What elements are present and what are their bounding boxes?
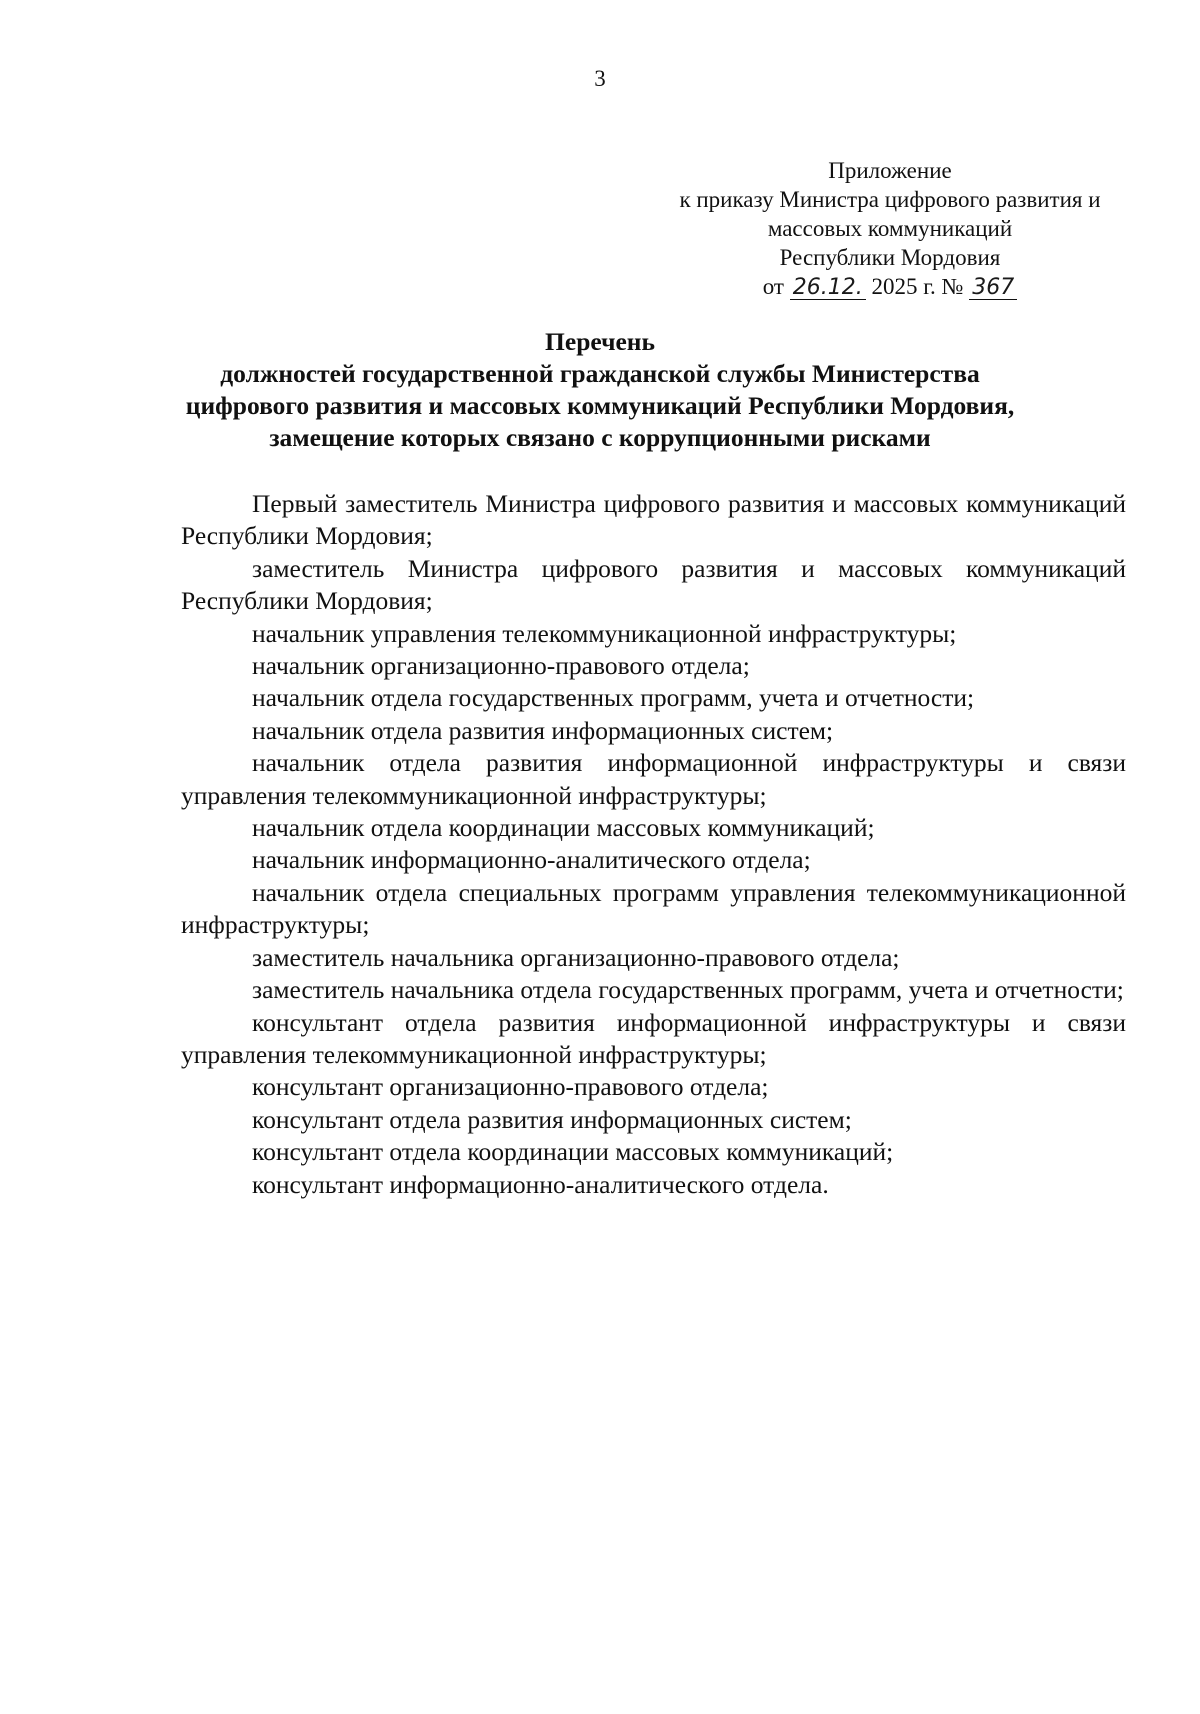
- list-item: консультант организационно-правового отдела;: [252, 1072, 769, 1102]
- title-heading: Перечень: [545, 327, 655, 356]
- list-item: начальник отдела развития информационных систем;: [252, 715, 834, 745]
- list-item: начальник управления телекоммуникационной инфраструктуры;: [252, 618, 957, 648]
- title-line-1: должностей государственной гражданской службы Министерства: [220, 359, 980, 388]
- list-item: начальник отдела координации массовых коммуникаций;: [252, 813, 875, 843]
- positions-list: [181, 488, 1126, 1201]
- list-item: консультант отдела развития информационных систем;: [252, 1104, 852, 1134]
- list-item: консультант отдела координации массовых коммуникаций;: [252, 1137, 894, 1167]
- list-item: начальник отдела специальных программ управления телекоммуникационной инфраструктуры;: [181, 877, 1126, 940]
- handwritten-date: 26.12.: [790, 277, 866, 300]
- title-line-3: замещение которых связано с коррупционными рисками: [269, 423, 931, 452]
- list-item: Первый заместитель Министра цифрового развития и массовых коммуникаций Республики Мордовия;: [181, 489, 1126, 551]
- list-item: начальник отдела развития информационной инфраструктуры и связи управления телекоммуникационной инфраструктуры;: [181, 748, 1126, 810]
- appendix-order-ref: к приказу Министра цифрового развития и: [679, 187, 1101, 212]
- date-year: 2025 г. №: [871, 274, 964, 299]
- document-title: [120, 326, 1080, 454]
- handwritten-number: 367: [969, 277, 1017, 300]
- list-item: консультант информационно-аналитического отдела.: [252, 1169, 829, 1199]
- appendix-block: [660, 156, 1120, 301]
- appendix-ministry: массовых коммуникаций: [767, 216, 1013, 241]
- date-prefix: от: [762, 274, 784, 299]
- title-line-2: цифрового развития и массовых коммуникаций Республики Мордовия,: [185, 391, 1015, 420]
- list-item: начальник организационно-правового отдела;: [252, 651, 750, 681]
- appendix-republic: Республики Мордовия: [779, 245, 1001, 270]
- list-item: начальник отдела государственных программ, учета и отчетности;: [252, 683, 975, 713]
- page-number: 3: [594, 66, 606, 91]
- list-item: начальник информационно-аналитического отдела;: [252, 845, 811, 875]
- list-item: заместитель начальника отдела государственных программ, учета и отчетности;: [252, 975, 1124, 1005]
- appendix-date-line: [660, 272, 1120, 301]
- list-item: заместитель начальника организационно-правового отдела;: [252, 942, 900, 972]
- list-item: консультант отдела развития информационной инфраструктуры и связи управления телекоммуникационной инфраструктуры;: [181, 1007, 1126, 1069]
- list-item: заместитель Министра цифрового развития и массовых коммуникаций Республики Мордовия;: [181, 553, 1126, 616]
- appendix-title: Приложение: [828, 158, 952, 183]
